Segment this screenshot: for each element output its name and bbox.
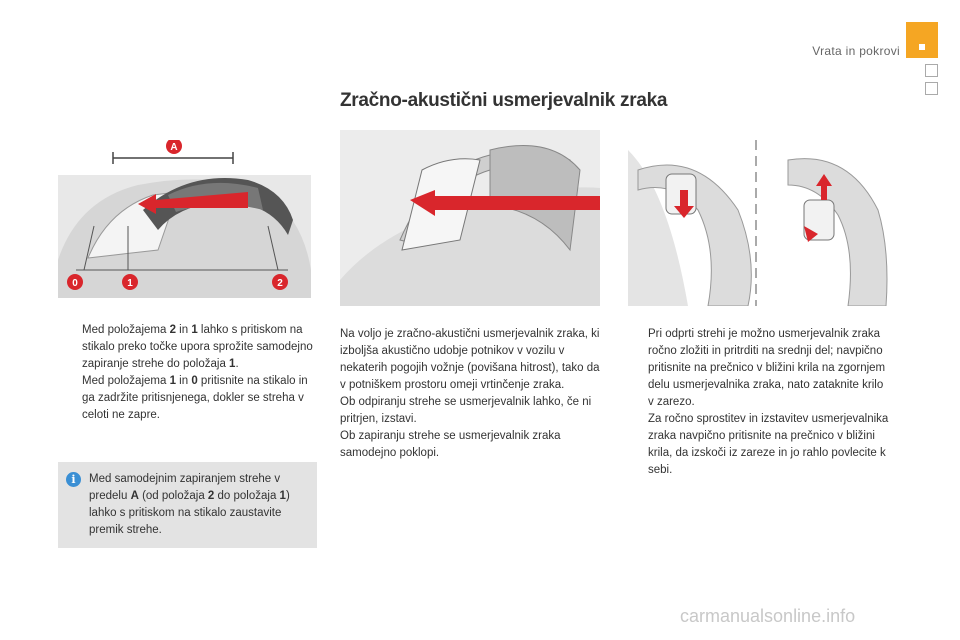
info-icon: i	[66, 472, 81, 487]
label-0: 0	[72, 278, 78, 289]
paragraph: Ob odpiranju strehe se usmerjevalnik lahko, če ni pritrjen, izstavi.	[340, 396, 592, 425]
list-item: Med položajema 1 in 0 pritisnite na stikalo in ga zadržite pritisnjenega, dokler se streha v celoti ne zapre.	[82, 375, 308, 421]
middle-column	[340, 326, 602, 462]
chapter-tab-active	[906, 22, 938, 58]
figure-roof-positions	[58, 140, 311, 298]
paragraph: Na voljo je zračno-akustični usmerjevalnik zraka, ki izboljša akustično udobje potnikov v vozilu v nekaterih pogojih vožnje (povišana hitrost), tako da v potniškem prostoru omeji vrtinčenje zraka.	[340, 328, 600, 391]
list-item: Pri odprti strehi je možno usmerjevalnik zraka ročno zložiti in pritrditi na srednji del; navpično pritisnite na prečnico v bližini krila na zgornjem delu usmerjevalnika zraka, nato zataknite krilo v zarezo.	[648, 328, 886, 408]
section-title: Vrata in pokrovi	[812, 44, 900, 58]
page-title: Zračno-akustični usmerjevalnik zraka	[340, 90, 668, 111]
roof-illustration	[58, 140, 311, 298]
list-item: Za ročno sprostitev in izstavitev usmerjevalnika zraka navpično pritisnite na prečnico v bližini krila, da izskoči iz zareze in jo rahlo povlecite k sebi.	[648, 413, 889, 476]
deflector-illustration	[340, 130, 600, 306]
info-note	[58, 462, 317, 548]
right-column	[624, 326, 892, 479]
watermark: carmanualsonline.info	[680, 606, 856, 626]
label-1: 1	[127, 278, 133, 289]
paragraph: Ob zapiranju strehe se usmerjevalnik zraka samodejno poklopi.	[340, 430, 561, 459]
note-text: Med samodejnim zapiranjem strehe v predelu A (od položaja 2 do položaja 1) lahko s pritiskom na stikalo zaustavite premik strehe.	[89, 473, 290, 536]
chapter-tab	[925, 64, 938, 77]
chapter-tab	[925, 82, 938, 95]
label-2: 2	[277, 278, 283, 289]
figure-fold-detail	[628, 130, 893, 306]
label-a: A	[170, 142, 178, 153]
left-column	[58, 322, 320, 424]
figure-wind-deflector	[340, 130, 600, 306]
list-item: Med položajema 2 in 1 lahko s pritiskom na stikalo preko točke upora sprožite samodejno zapiranje strehe do položaja 1.	[82, 324, 313, 370]
fold-detail-illustration	[628, 130, 893, 306]
